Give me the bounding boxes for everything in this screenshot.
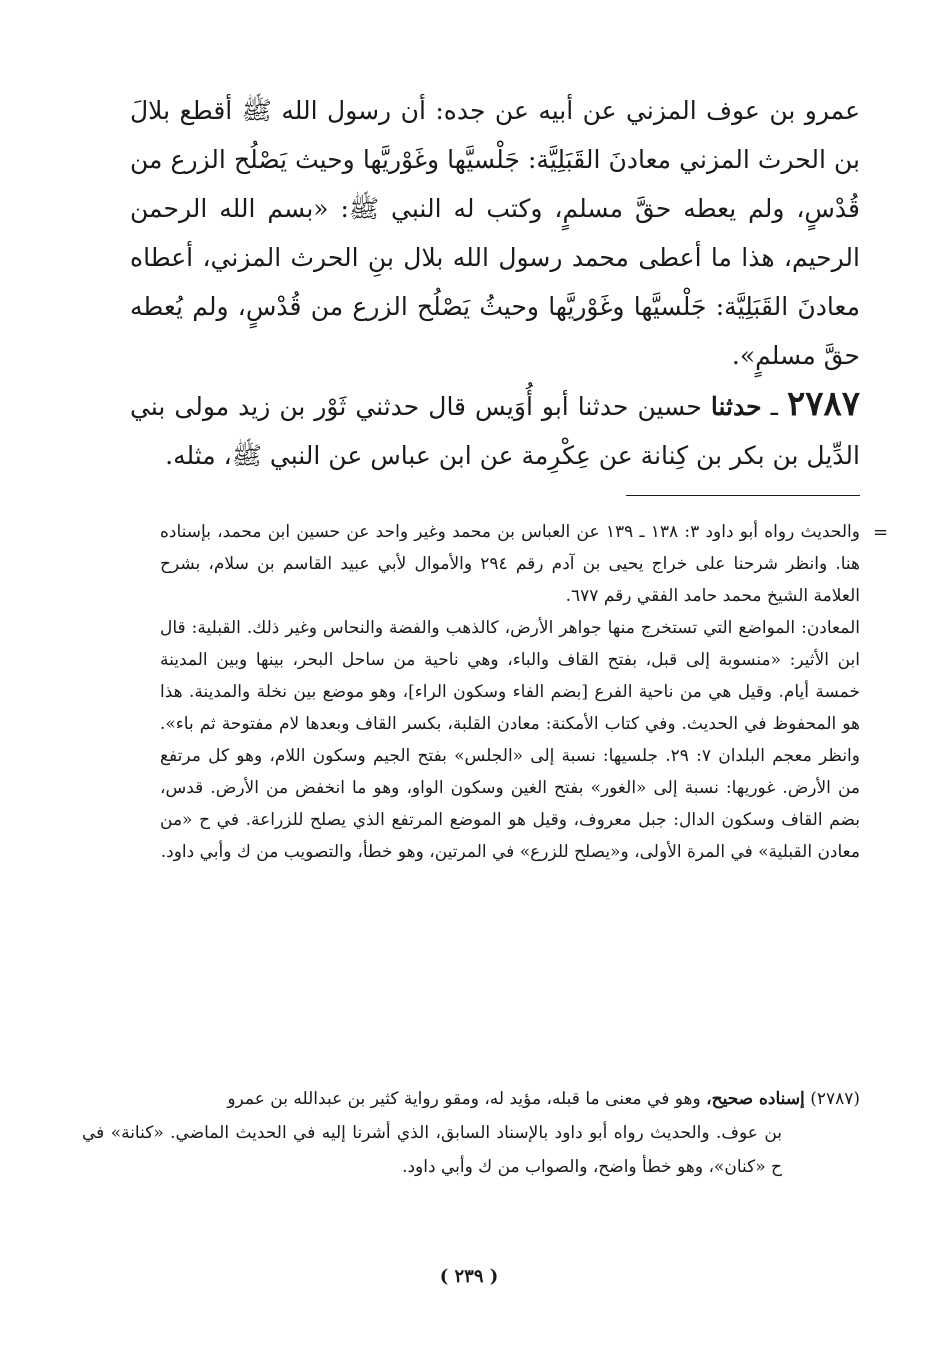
footnote-2787-continuation: بن عوف. والحديث رواه أبو داود بالإسناد السابق، الذي أشرنا إليه في الحديث الماضي. «كنانة» في ح «كنان»، وهو خطأ واضح، والصواب من ك وأبي داود. [82, 1123, 782, 1177]
footnote-2787 [82, 1082, 860, 1184]
footnote-number: (٢٧٨٧) [810, 1089, 860, 1109]
footnote-continuation-mark: = [873, 522, 889, 543]
hadith-2787 [130, 380, 860, 480]
hadith-lead-word: حدثنا [710, 392, 762, 421]
hadith-text: حسين حدثنا أبو أُوَيس قال حدثني ثَوْر بن زيد مولى بني الدِّيل بن بكر بن كِنانة عن عِكْرِمة عن ابن عباس عن النبي ﷺ، مثله. [130, 392, 860, 470]
footnote-paragraph-glossary: المعادن: المواضع التي تستخرج منها جواهر الأرض، كالذهب والفضة والنحاس وغير ذلك. القبلية: قال ابن الأثير: «منسوبة إلى قبل، بفتح القاف والباء، وهي ناحية من ساحل البحر، بينها وبين المدينة خمسة أيام. وقيل هي من ناحية الفرع [بضم الفاء وسكون الراء]، وهو موضع بين نخلة والمدينة. هذا هو المحفوظ في الحديث. وفي كتاب الأمكنة: معادن القلبة، بكسر القاف وبعدها لام مفتوحة ثم باء». وانظر معجم البلدان ٧: ٢٩. جلسيها: نسبة إلى «الجلس» بفتح الجيم وسكون اللام، وهو كل مرتفع من الأرض. غوريها: نسبة إلى «الغور» بفتح الغين وسكون الواو، وهو ما انخفض من الأرض. قدس، بضم القاف وسكون الدال: جبل معروف، وقيل هو الموضع المرتفع الذي يصلح للزراعة. في ح «من معادن القبلية» في المرة الأولى، و«يصلح للزرع» في المرتين، وهو خطأ، والتصويب من ك وأبي داود. [160, 618, 860, 862]
main-paragraph: عمرو بن عوف المزني عن أبيه عن جده: أن رسول الله ﷺ أقطع بلالَ بن الحرث المزني معادنَ القَبَلِيَّة: جَلْسيَّها وغَوْريَّها وحيث يَصْلُح الزرع من قُدْسٍ، ولم يعطه حقَّ مسلمٍ، وكتب له النبي ﷺ: «بسم الله الرحمن الرحيم، هذا ما أعطى محمد رسول الله بلال بنِ الحرث المزني، أعطاه معادنَ القَبَلِيَّة: جَلْسيَّها وغَوْريَّها وحيثُ يَصْلُح الزرع من قُدْسٍ، ولم يُعطه حقَّ مسلمٍ». [130, 96, 860, 370]
footnote-paragraph-sources: والحديث رواه أبو داود ٣: ١٣٨ ـ ١٣٩ عن العباس بن محمد وغير واحد عن حسين ابن محمد، بإسناده هنا. وانظر شرحنا على خراج يحيى بن آدم رقم ٢٩٤ والأموال لأبي عبيد القاسم بن سلام، بشرح العلامة الشيخ محمد حامد الفقي رقم ٦٧٧. [160, 522, 861, 606]
hadith-dash: ـ [770, 392, 778, 421]
hadith-number: ٢٧٨٧ [786, 384, 860, 424]
footnote-grading: إسناده صحيح، [706, 1089, 805, 1109]
footnote-2787-line1: وهو في معنى ما قبله، مؤيد له، ومقو رواية كثير بن عبدالله بن عمرو [227, 1089, 701, 1109]
footnote-2787-first-line [82, 1082, 860, 1116]
main-text [130, 86, 860, 480]
footnote-divider [626, 495, 860, 496]
footnotes-block [160, 516, 860, 868]
page-number: ( ٢٣٩ ) [439, 1266, 499, 1287]
